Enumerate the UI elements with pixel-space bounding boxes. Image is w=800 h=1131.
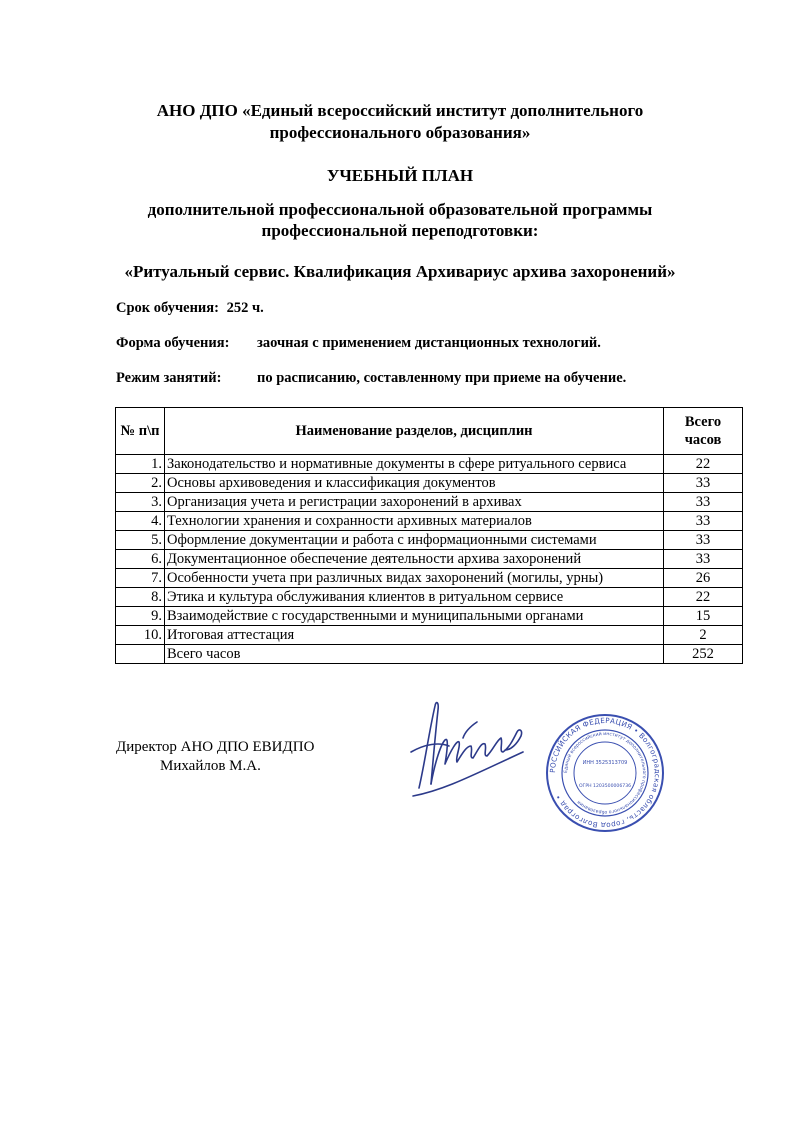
form-row [116, 334, 601, 352]
header-num: № п\п [116, 408, 165, 455]
organization-name [0, 100, 800, 144]
director-block [116, 738, 314, 776]
director-name: Михайлов М.А. [160, 758, 261, 774]
row-name: Технологии хранения и сохранности архивных материалов [165, 512, 664, 531]
total-hours: 252 [664, 645, 743, 664]
total-label: Всего часов [165, 645, 664, 664]
table-row [116, 607, 743, 626]
table-row [116, 550, 743, 569]
stamp-inner-text: Единый всероссийский институт дополнительного профессионального образования [563, 731, 647, 815]
row-hours: 22 [664, 455, 743, 474]
organization-name-line2: профессионального образования» [269, 123, 531, 142]
row-name: Основы архивоведения и классификация документов [165, 474, 664, 493]
row-num: 3. [116, 493, 165, 512]
header-hours [664, 408, 743, 455]
total-num [116, 645, 165, 664]
table-row [116, 531, 743, 550]
table-row [116, 588, 743, 607]
row-num: 10. [116, 626, 165, 645]
table-row [116, 474, 743, 493]
row-num: 6. [116, 550, 165, 569]
row-name: Организация учета и регистрации захоронений в архивах [165, 493, 664, 512]
duration-row [116, 299, 264, 317]
document-subtitle [0, 199, 800, 241]
table-row [116, 512, 743, 531]
table-total-row [116, 645, 743, 664]
subtitle-line2: профессиональной переподготовки: [261, 221, 539, 240]
table-header-row [116, 408, 743, 455]
header-name: Наименование разделов, дисциплин [165, 408, 664, 455]
header-hours-line1: Всего [684, 414, 722, 430]
row-num: 1. [116, 455, 165, 474]
subtitle-line1: дополнительной профессиональной образовательной программы [147, 200, 653, 219]
row-name: Итоговая аттестация [165, 626, 664, 645]
row-num: 7. [116, 569, 165, 588]
row-name: Особенности учета при различных видах захоронений (могилы, урны) [165, 569, 664, 588]
row-hours: 2 [664, 626, 743, 645]
table-row [116, 455, 743, 474]
mode-value: по расписанию, составленному при приеме на обучение. [257, 370, 627, 386]
director-title: Директор АНО ДПО ЕВИДПО [116, 739, 315, 755]
form-label: Форма обучения: [116, 335, 230, 351]
row-hours: 33 [664, 512, 743, 531]
signature-icon [405, 692, 535, 802]
row-name: Взаимодействие с государственными и муниципальными органами [165, 607, 664, 626]
stamp-ogrn: ОГРН 1203500006736 [578, 784, 632, 789]
organization-name-line1: АНО ДПО «Единый всероссийский институт дополнительного [156, 101, 644, 120]
mode-label: Режим занятий: [116, 370, 222, 386]
row-name: Законодательство и нормативные документы в сфере ритуального сервиса [165, 455, 664, 474]
document-title: УЧЕБНЫЙ ПЛАН [326, 166, 474, 185]
mode-row [116, 369, 627, 387]
row-num: 4. [116, 512, 165, 531]
table-row [116, 569, 743, 588]
table-row [116, 626, 743, 645]
row-num: 5. [116, 531, 165, 550]
row-name: Оформление документации и работа с информационными системами [165, 531, 664, 550]
program-name: «Ритуальный сервис. Квалификация Архивариус архива захоронений» [124, 262, 676, 281]
row-hours: 26 [664, 569, 743, 588]
official-stamp-icon [545, 712, 665, 834]
row-name: Документационное обеспечение деятельности архива захоронений [165, 550, 664, 569]
row-num: 8. [116, 588, 165, 607]
row-hours: 33 [664, 550, 743, 569]
header-hours-line2: часов [684, 432, 722, 448]
svg-text:Единый всероссийский институт [563, 730, 646, 815]
curriculum-table [115, 407, 743, 664]
table-row [116, 493, 743, 512]
stamp-outer-text: РОССИЙСКАЯ ФЕДЕРАЦИЯ • Волгоградская область, город Волгоград • [547, 715, 663, 831]
row-hours: 33 [664, 493, 743, 512]
row-num: 2. [116, 474, 165, 493]
row-num: 9. [116, 607, 165, 626]
row-hours: 15 [664, 607, 743, 626]
row-hours: 33 [664, 474, 743, 493]
form-value: заочная с применением дистанционных технологий. [257, 335, 601, 351]
row-name: Этика и культура обслуживания клиентов в ритуальном сервисе [165, 588, 664, 607]
duration-label: Срок обучения: [116, 300, 219, 316]
row-hours: 22 [664, 588, 743, 607]
duration-value: 252 ч. [226, 300, 264, 316]
stamp-inn: ИНН 3525313709 [582, 760, 628, 766]
row-hours: 33 [664, 531, 743, 550]
